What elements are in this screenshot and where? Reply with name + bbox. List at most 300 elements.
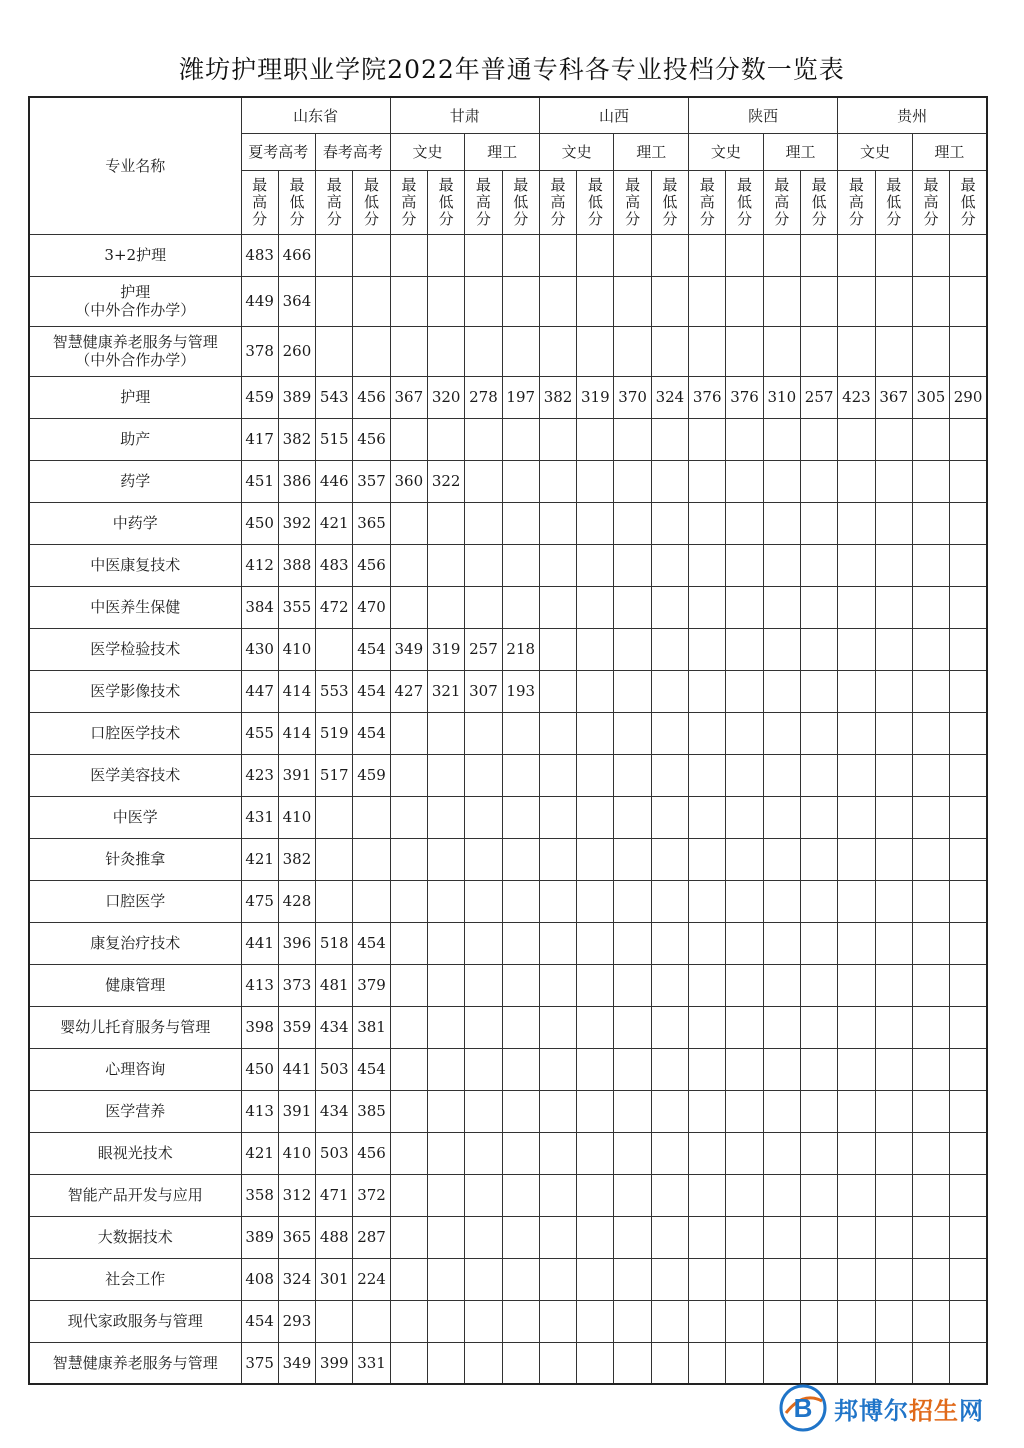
min-score-cell: 322 bbox=[427, 460, 464, 502]
max-score-cell: 301 bbox=[316, 1258, 353, 1300]
min-score-cell bbox=[950, 544, 987, 586]
province-header: 陕西 bbox=[689, 97, 838, 133]
max-score-cell bbox=[689, 922, 726, 964]
major-name: 智慧健康养老服务与管理 （中外合作办学） bbox=[29, 326, 241, 376]
max-score-cell bbox=[912, 460, 949, 502]
min-score-cell bbox=[726, 544, 763, 586]
min-score-cell bbox=[502, 1048, 539, 1090]
max-score-header: 最 高 分 bbox=[316, 170, 353, 234]
max-score-cell bbox=[465, 544, 502, 586]
min-score-cell bbox=[875, 276, 912, 326]
min-score-cell bbox=[800, 964, 837, 1006]
min-score-cell: 319 bbox=[427, 628, 464, 670]
table-row bbox=[29, 712, 987, 754]
min-score-cell bbox=[577, 1342, 614, 1384]
min-score-cell bbox=[502, 418, 539, 460]
max-score-cell bbox=[912, 418, 949, 460]
max-score-cell: 399 bbox=[316, 1342, 353, 1384]
major-name: 大数据技术 bbox=[29, 1216, 241, 1258]
max-score-cell bbox=[912, 1006, 949, 1048]
max-score-cell: 446 bbox=[316, 460, 353, 502]
max-score-cell bbox=[912, 1216, 949, 1258]
min-score-cell bbox=[353, 276, 390, 326]
min-score-cell bbox=[577, 1174, 614, 1216]
max-score-cell bbox=[838, 1006, 875, 1048]
min-score-cell bbox=[353, 234, 390, 276]
max-score-cell bbox=[614, 754, 651, 796]
min-score-cell bbox=[875, 586, 912, 628]
max-score-cell bbox=[689, 276, 726, 326]
max-score-cell bbox=[539, 1216, 576, 1258]
max-score-cell bbox=[838, 234, 875, 276]
min-score-cell bbox=[950, 1090, 987, 1132]
max-score-cell bbox=[912, 586, 949, 628]
max-score-cell: 488 bbox=[316, 1216, 353, 1258]
max-score-cell bbox=[539, 796, 576, 838]
max-score-cell bbox=[465, 276, 502, 326]
max-score-header: 最 高 分 bbox=[465, 170, 502, 234]
min-score-cell: 391 bbox=[278, 754, 315, 796]
table-row bbox=[29, 754, 987, 796]
major-name: 社会工作 bbox=[29, 1258, 241, 1300]
min-score-cell bbox=[427, 1342, 464, 1384]
max-score-cell bbox=[465, 1174, 502, 1216]
max-score-cell bbox=[912, 712, 949, 754]
min-score-header: 最 低 分 bbox=[278, 170, 315, 234]
min-score-cell bbox=[800, 1300, 837, 1342]
min-score-cell bbox=[577, 418, 614, 460]
max-score-cell bbox=[763, 712, 800, 754]
max-score-cell bbox=[465, 964, 502, 1006]
min-score-cell bbox=[577, 544, 614, 586]
max-score-cell bbox=[614, 922, 651, 964]
min-score-cell bbox=[651, 1174, 688, 1216]
major-name: 中药学 bbox=[29, 502, 241, 544]
max-score-cell bbox=[316, 880, 353, 922]
min-score-cell bbox=[651, 326, 688, 376]
max-score-cell bbox=[390, 922, 427, 964]
max-score-cell bbox=[614, 670, 651, 712]
max-score-cell bbox=[465, 234, 502, 276]
min-score-cell bbox=[800, 670, 837, 712]
min-score-cell bbox=[651, 796, 688, 838]
table-row bbox=[29, 670, 987, 712]
max-score-cell bbox=[614, 460, 651, 502]
max-score-cell bbox=[689, 1048, 726, 1090]
max-score-cell: 471 bbox=[316, 1174, 353, 1216]
max-score-cell bbox=[763, 1132, 800, 1174]
min-score-cell bbox=[502, 326, 539, 376]
table-row bbox=[29, 1048, 987, 1090]
min-score-cell: 218 bbox=[502, 628, 539, 670]
max-score-cell bbox=[465, 418, 502, 460]
max-score-cell: 257 bbox=[465, 628, 502, 670]
max-score-cell: 421 bbox=[316, 502, 353, 544]
min-score-header: 最 低 分 bbox=[875, 170, 912, 234]
max-score-cell: 278 bbox=[465, 376, 502, 418]
max-score-cell bbox=[838, 754, 875, 796]
max-score-cell bbox=[763, 964, 800, 1006]
max-score-cell bbox=[465, 1048, 502, 1090]
max-score-cell: 430 bbox=[241, 628, 278, 670]
max-score-cell bbox=[465, 1090, 502, 1132]
min-score-cell bbox=[651, 586, 688, 628]
max-score-cell bbox=[614, 1006, 651, 1048]
min-score-cell bbox=[427, 964, 464, 1006]
table-row bbox=[29, 1174, 987, 1216]
min-score-cell bbox=[875, 418, 912, 460]
min-score-cell bbox=[502, 922, 539, 964]
max-score-header: 最 高 分 bbox=[912, 170, 949, 234]
min-score-cell: 290 bbox=[950, 376, 987, 418]
min-score-cell bbox=[427, 838, 464, 880]
max-score-cell bbox=[614, 964, 651, 1006]
max-score-cell bbox=[689, 502, 726, 544]
max-score-cell bbox=[689, 418, 726, 460]
min-score-cell: 392 bbox=[278, 502, 315, 544]
min-score-cell bbox=[950, 502, 987, 544]
exam-group-header: 文史 bbox=[838, 133, 913, 170]
max-score-cell bbox=[614, 712, 651, 754]
min-score-cell: 456 bbox=[353, 376, 390, 418]
min-score-cell bbox=[726, 1258, 763, 1300]
min-score-cell: 388 bbox=[278, 544, 315, 586]
max-score-cell: 472 bbox=[316, 586, 353, 628]
table-row bbox=[29, 234, 987, 276]
max-score-cell bbox=[614, 586, 651, 628]
min-score-cell bbox=[651, 1342, 688, 1384]
max-score-cell: 349 bbox=[390, 628, 427, 670]
max-score-cell bbox=[689, 586, 726, 628]
max-score-cell bbox=[912, 922, 949, 964]
min-score-cell bbox=[950, 1006, 987, 1048]
max-score-cell bbox=[614, 1300, 651, 1342]
min-score-cell bbox=[950, 1300, 987, 1342]
max-score-cell bbox=[539, 670, 576, 712]
max-score-cell: 515 bbox=[316, 418, 353, 460]
min-score-cell: 454 bbox=[353, 712, 390, 754]
major-name: 康复治疗技术 bbox=[29, 922, 241, 964]
min-score-cell: 357 bbox=[353, 460, 390, 502]
exam-group-header: 文史 bbox=[539, 133, 614, 170]
max-score-cell bbox=[539, 922, 576, 964]
min-score-cell bbox=[651, 964, 688, 1006]
page-title: 潍坊护理职业学院2022年普通专科各专业投档分数一览表 bbox=[179, 55, 845, 84]
min-score-cell bbox=[353, 796, 390, 838]
min-score-cell bbox=[875, 460, 912, 502]
max-score-cell bbox=[838, 670, 875, 712]
max-score-cell bbox=[838, 964, 875, 1006]
min-score-cell bbox=[726, 754, 763, 796]
max-score-cell bbox=[838, 1300, 875, 1342]
max-score-cell bbox=[539, 418, 576, 460]
min-score-cell bbox=[577, 796, 614, 838]
max-score-cell bbox=[539, 276, 576, 326]
major-name: 护理 （中外合作办学） bbox=[29, 276, 241, 326]
max-score-cell bbox=[539, 586, 576, 628]
max-score-cell bbox=[614, 1342, 651, 1384]
min-score-cell bbox=[577, 460, 614, 502]
max-score-cell bbox=[763, 922, 800, 964]
major-name: 医学营养 bbox=[29, 1090, 241, 1132]
min-score-cell bbox=[950, 712, 987, 754]
min-score-cell bbox=[800, 1048, 837, 1090]
max-score-cell bbox=[689, 234, 726, 276]
min-score-cell bbox=[577, 1048, 614, 1090]
max-score-cell bbox=[614, 1174, 651, 1216]
min-score-cell bbox=[502, 796, 539, 838]
max-score-cell bbox=[763, 234, 800, 276]
max-score-cell bbox=[539, 964, 576, 1006]
max-score-cell bbox=[689, 1174, 726, 1216]
max-score-cell bbox=[763, 326, 800, 376]
min-score-cell bbox=[726, 880, 763, 922]
max-score-cell bbox=[390, 544, 427, 586]
min-score-cell bbox=[875, 544, 912, 586]
max-score-cell bbox=[689, 1300, 726, 1342]
max-score-cell bbox=[539, 544, 576, 586]
table-row bbox=[29, 1216, 987, 1258]
exam-group-header: 春考高考 bbox=[316, 133, 391, 170]
max-score-cell bbox=[763, 1006, 800, 1048]
max-score-cell bbox=[838, 1216, 875, 1258]
min-score-cell bbox=[502, 880, 539, 922]
max-score-cell bbox=[390, 502, 427, 544]
max-score-cell bbox=[689, 670, 726, 712]
min-score-cell bbox=[577, 1090, 614, 1132]
max-score-cell bbox=[763, 1258, 800, 1300]
min-score-cell bbox=[651, 880, 688, 922]
min-score-cell bbox=[875, 1174, 912, 1216]
table-row bbox=[29, 502, 987, 544]
min-score-cell bbox=[502, 586, 539, 628]
max-score-cell: 434 bbox=[316, 1006, 353, 1048]
min-score-cell bbox=[726, 1300, 763, 1342]
min-score-cell bbox=[875, 712, 912, 754]
min-score-cell bbox=[726, 1216, 763, 1258]
max-score-cell bbox=[838, 1048, 875, 1090]
exam-group-header: 文史 bbox=[689, 133, 764, 170]
min-score-cell bbox=[427, 1300, 464, 1342]
max-score-cell bbox=[539, 754, 576, 796]
major-name: 护理 bbox=[29, 376, 241, 418]
max-score-cell bbox=[912, 670, 949, 712]
max-score-cell: 451 bbox=[241, 460, 278, 502]
min-score-cell: 376 bbox=[726, 376, 763, 418]
min-score-cell: 349 bbox=[278, 1342, 315, 1384]
min-score-cell bbox=[875, 754, 912, 796]
max-score-cell bbox=[912, 234, 949, 276]
max-score-cell: 417 bbox=[241, 418, 278, 460]
min-score-cell: 454 bbox=[353, 670, 390, 712]
major-name: 口腔医学技术 bbox=[29, 712, 241, 754]
max-score-cell bbox=[763, 670, 800, 712]
min-score-cell bbox=[577, 502, 614, 544]
max-score-header: 最 高 分 bbox=[241, 170, 278, 234]
max-score-cell bbox=[539, 1300, 576, 1342]
min-score-cell bbox=[726, 1174, 763, 1216]
min-score-cell bbox=[427, 922, 464, 964]
major-name: 中医养生保健 bbox=[29, 586, 241, 628]
min-score-cell bbox=[502, 1342, 539, 1384]
province-header: 甘肃 bbox=[390, 97, 539, 133]
min-score-cell bbox=[577, 670, 614, 712]
table-row bbox=[29, 628, 987, 670]
min-score-cell: 197 bbox=[502, 376, 539, 418]
min-score-cell bbox=[502, 1006, 539, 1048]
brand-logo-icon bbox=[778, 1383, 828, 1433]
min-score-cell bbox=[427, 276, 464, 326]
max-score-cell bbox=[465, 1300, 502, 1342]
min-score-cell bbox=[427, 234, 464, 276]
max-score-cell bbox=[838, 796, 875, 838]
exam-group-header: 理工 bbox=[614, 133, 689, 170]
max-score-cell bbox=[689, 796, 726, 838]
max-score-header: 最 高 分 bbox=[689, 170, 726, 234]
max-score-cell bbox=[539, 1258, 576, 1300]
min-score-header: 最 低 分 bbox=[651, 170, 688, 234]
exam-group-header: 理工 bbox=[465, 133, 540, 170]
max-score-cell bbox=[912, 544, 949, 586]
max-score-cell bbox=[390, 964, 427, 1006]
min-score-cell: 193 bbox=[502, 670, 539, 712]
min-score-cell bbox=[353, 880, 390, 922]
max-score-cell: 370 bbox=[614, 376, 651, 418]
min-score-cell: 365 bbox=[353, 502, 390, 544]
min-score-cell bbox=[950, 922, 987, 964]
max-score-cell bbox=[689, 754, 726, 796]
major-name: 3+2护理 bbox=[29, 234, 241, 276]
min-score-cell bbox=[427, 796, 464, 838]
min-score-cell bbox=[875, 1258, 912, 1300]
min-score-cell bbox=[427, 1132, 464, 1174]
min-score-cell bbox=[427, 712, 464, 754]
min-score-cell bbox=[800, 326, 837, 376]
max-score-cell bbox=[838, 544, 875, 586]
min-score-cell bbox=[726, 234, 763, 276]
min-score-cell bbox=[651, 922, 688, 964]
min-score-cell bbox=[651, 276, 688, 326]
max-score-cell: 413 bbox=[241, 964, 278, 1006]
min-score-header: 最 低 分 bbox=[353, 170, 390, 234]
max-score-cell bbox=[838, 1174, 875, 1216]
max-score-cell bbox=[539, 1048, 576, 1090]
max-score-cell bbox=[390, 1300, 427, 1342]
max-score-cell: 483 bbox=[316, 544, 353, 586]
max-score-cell bbox=[390, 880, 427, 922]
major-name: 现代家政服务与管理 bbox=[29, 1300, 241, 1342]
max-score-cell bbox=[465, 838, 502, 880]
min-score-cell: 260 bbox=[278, 326, 315, 376]
min-score-cell bbox=[651, 544, 688, 586]
max-score-cell bbox=[689, 1006, 726, 1048]
min-score-cell: 257 bbox=[800, 376, 837, 418]
min-score-cell bbox=[577, 1300, 614, 1342]
min-score-cell bbox=[427, 586, 464, 628]
min-score-cell: 382 bbox=[278, 418, 315, 460]
min-score-cell: 373 bbox=[278, 964, 315, 1006]
min-score-cell: 466 bbox=[278, 234, 315, 276]
min-score-cell: 321 bbox=[427, 670, 464, 712]
min-score-cell bbox=[726, 1090, 763, 1132]
min-score-header: 最 低 分 bbox=[502, 170, 539, 234]
max-score-cell: 378 bbox=[241, 326, 278, 376]
max-score-cell: 431 bbox=[241, 796, 278, 838]
min-score-cell: 410 bbox=[278, 1132, 315, 1174]
max-score-cell bbox=[838, 460, 875, 502]
max-score-cell bbox=[763, 1342, 800, 1384]
max-score-cell: 358 bbox=[241, 1174, 278, 1216]
max-score-cell bbox=[912, 796, 949, 838]
exam-group-header: 理工 bbox=[912, 133, 987, 170]
min-score-cell bbox=[427, 880, 464, 922]
max-score-cell bbox=[465, 586, 502, 628]
min-score-cell: 441 bbox=[278, 1048, 315, 1090]
max-score-cell bbox=[838, 880, 875, 922]
min-score-cell bbox=[577, 1258, 614, 1300]
max-score-cell bbox=[912, 326, 949, 376]
min-score-cell bbox=[427, 1090, 464, 1132]
min-score-cell bbox=[875, 1090, 912, 1132]
max-score-cell bbox=[614, 1048, 651, 1090]
score-table bbox=[28, 96, 988, 1385]
max-score-cell bbox=[614, 628, 651, 670]
max-score-cell: 543 bbox=[316, 376, 353, 418]
max-score-cell bbox=[838, 1090, 875, 1132]
min-score-cell bbox=[950, 418, 987, 460]
min-score-cell bbox=[875, 326, 912, 376]
min-score-cell bbox=[800, 880, 837, 922]
max-score-cell bbox=[912, 1258, 949, 1300]
min-score-cell bbox=[502, 1090, 539, 1132]
max-score-cell bbox=[465, 796, 502, 838]
min-score-cell: 367 bbox=[875, 376, 912, 418]
min-score-cell bbox=[800, 712, 837, 754]
max-score-cell bbox=[912, 838, 949, 880]
max-score-cell bbox=[465, 502, 502, 544]
max-score-cell bbox=[316, 326, 353, 376]
max-score-header: 最 高 分 bbox=[390, 170, 427, 234]
min-score-cell bbox=[800, 1090, 837, 1132]
max-score-cell bbox=[539, 838, 576, 880]
min-score-cell: 414 bbox=[278, 712, 315, 754]
min-score-cell: 428 bbox=[278, 880, 315, 922]
major-name: 心理咨询 bbox=[29, 1048, 241, 1090]
min-score-cell bbox=[950, 276, 987, 326]
max-score-cell bbox=[838, 418, 875, 460]
max-score-cell bbox=[763, 880, 800, 922]
min-score-header: 最 低 分 bbox=[800, 170, 837, 234]
max-score-cell bbox=[763, 544, 800, 586]
max-score-cell bbox=[689, 712, 726, 754]
max-score-header: 最 高 分 bbox=[614, 170, 651, 234]
max-score-cell bbox=[614, 544, 651, 586]
min-score-cell bbox=[651, 754, 688, 796]
min-score-cell: 456 bbox=[353, 418, 390, 460]
min-score-cell bbox=[950, 460, 987, 502]
max-score-cell bbox=[465, 460, 502, 502]
max-score-cell bbox=[838, 276, 875, 326]
min-score-cell bbox=[726, 1048, 763, 1090]
max-score-cell: 483 bbox=[241, 234, 278, 276]
max-score-cell bbox=[763, 1048, 800, 1090]
min-score-cell: 382 bbox=[278, 838, 315, 880]
max-score-cell bbox=[390, 712, 427, 754]
min-score-cell bbox=[950, 838, 987, 880]
max-score-cell: 413 bbox=[241, 1090, 278, 1132]
min-score-cell bbox=[950, 628, 987, 670]
min-score-cell: 410 bbox=[278, 796, 315, 838]
